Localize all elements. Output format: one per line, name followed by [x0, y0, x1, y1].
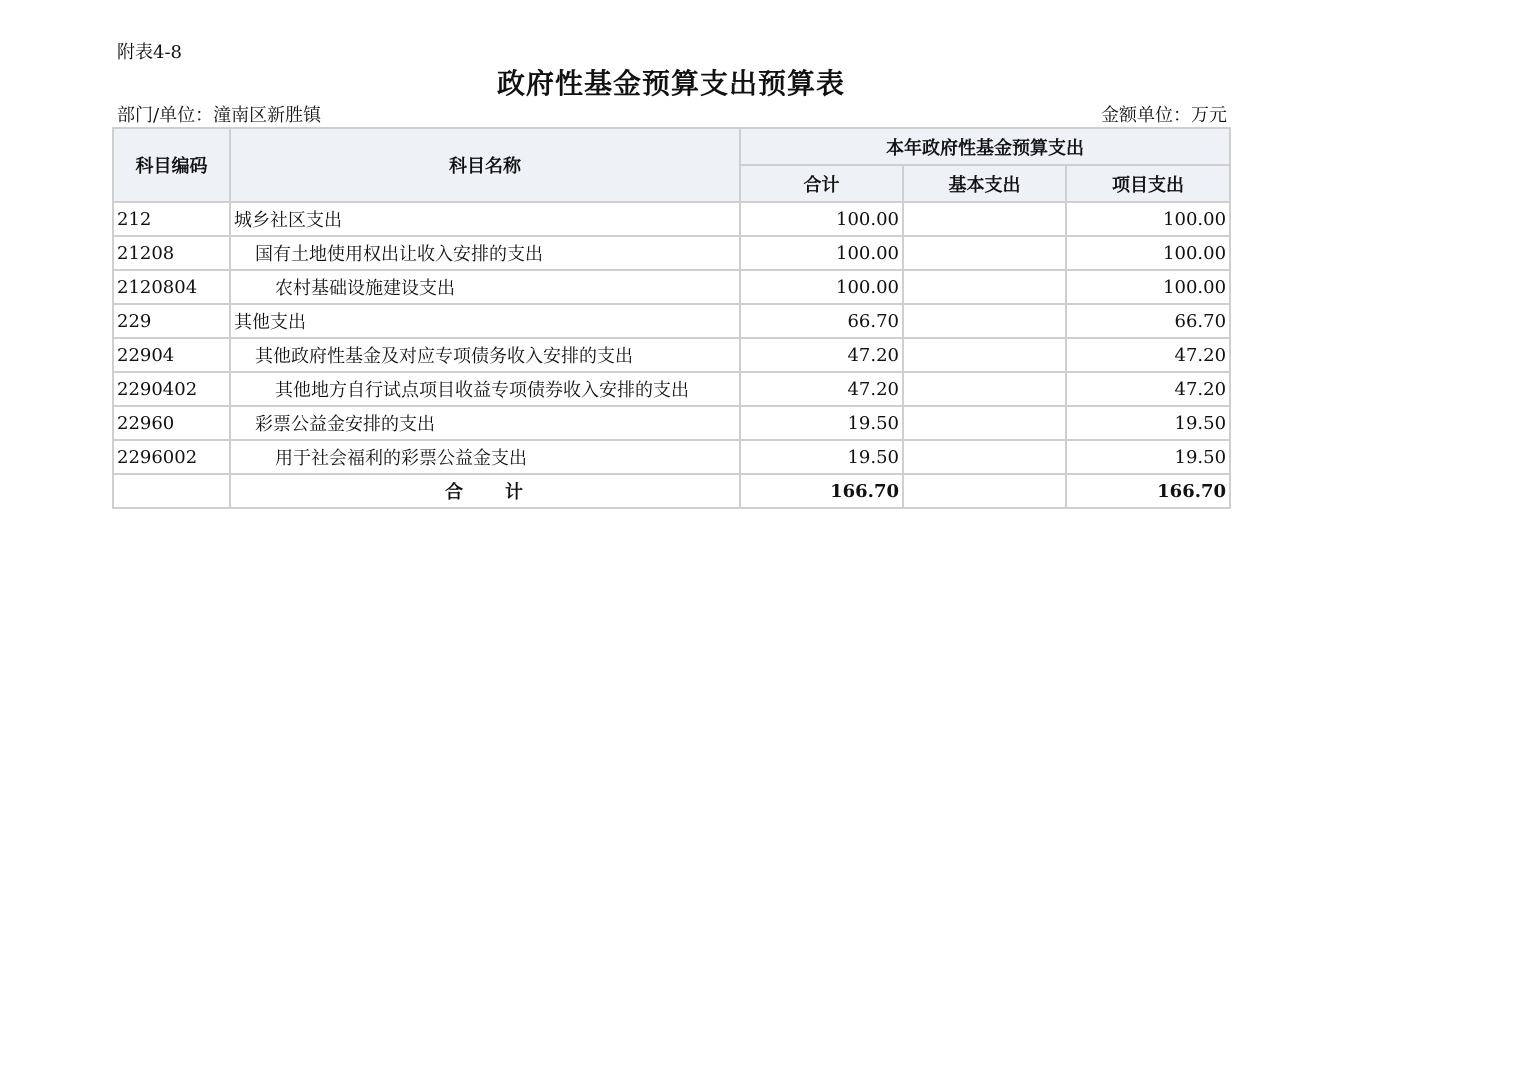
row-project: 100.00 [1066, 270, 1230, 304]
header-project: 项目支出 [1066, 165, 1230, 202]
table-row [113, 202, 1230, 236]
row-basic [903, 270, 1066, 304]
row-total: 66.70 [740, 304, 903, 338]
table-row [113, 440, 1230, 474]
row-total: 100.00 [740, 202, 903, 236]
row-total: 47.20 [740, 372, 903, 406]
row-code: 2290402 [113, 372, 230, 406]
row-total: 100.00 [740, 270, 903, 304]
row-project: 100.00 [1066, 236, 1230, 270]
row-basic [903, 440, 1066, 474]
row-code: 21208 [113, 236, 230, 270]
table-row [113, 304, 1230, 338]
row-code: 2120804 [113, 270, 230, 304]
header-code: 科目编码 [113, 128, 230, 202]
row-basic [903, 236, 1066, 270]
row-basic [903, 338, 1066, 372]
amount-unit-label: 金额单位：万元 [1101, 105, 1227, 126]
table-row [113, 406, 1230, 440]
row-code: 2296002 [113, 440, 230, 474]
department-label: 部门/单位：潼南区新胜镇 [117, 105, 322, 126]
row-name: 其他政府性基金及对应专项债务收入安排的支出 [230, 338, 740, 372]
row-name: 彩票公益金安排的支出 [230, 406, 740, 440]
row-code: 22960 [113, 406, 230, 440]
row-basic [903, 304, 1066, 338]
table-body [113, 202, 1230, 474]
header-name: 科目名称 [230, 128, 740, 202]
total-amount: 166.70 [740, 474, 903, 508]
budget-table [112, 127, 1231, 509]
header-basic: 基本支出 [903, 165, 1066, 202]
total-code-cell [113, 474, 230, 508]
row-project: 47.20 [1066, 338, 1230, 372]
row-code: 212 [113, 202, 230, 236]
row-total: 19.50 [740, 440, 903, 474]
table-row [113, 270, 1230, 304]
header-group: 本年政府性基金预算支出 [740, 128, 1230, 165]
row-name: 城乡社区支出 [230, 202, 740, 236]
table-header [113, 128, 1230, 202]
total-project: 166.70 [1066, 474, 1230, 508]
row-name: 其他地方自行试点项目收益专项债券收入安排的支出 [230, 372, 740, 406]
row-code: 22904 [113, 338, 230, 372]
total-basic [903, 474, 1066, 508]
row-project: 66.70 [1066, 304, 1230, 338]
row-total: 100.00 [740, 236, 903, 270]
row-project: 47.20 [1066, 372, 1230, 406]
table-footer [113, 474, 1230, 508]
total-label: 合 计 [230, 474, 740, 508]
row-basic [903, 372, 1066, 406]
table-row [113, 236, 1230, 270]
row-total: 19.50 [740, 406, 903, 440]
row-name: 农村基础设施建设支出 [230, 270, 740, 304]
row-code: 229 [113, 304, 230, 338]
page-title: 政府性基金预算支出预算表 [496, 67, 845, 100]
row-basic [903, 202, 1066, 236]
header-row-1 [113, 128, 1230, 165]
row-project: 19.50 [1066, 440, 1230, 474]
row-total: 47.20 [740, 338, 903, 372]
total-row [113, 474, 1230, 508]
appendix-label: 附表4-8 [117, 42, 182, 63]
row-project: 19.50 [1066, 406, 1230, 440]
table-row [113, 372, 1230, 406]
row-project: 100.00 [1066, 202, 1230, 236]
row-name: 其他支出 [230, 304, 740, 338]
header-total: 合计 [740, 165, 903, 202]
row-name: 国有土地使用权出让收入安排的支出 [230, 236, 740, 270]
table-row [113, 338, 1230, 372]
row-basic [903, 406, 1066, 440]
row-name: 用于社会福利的彩票公益金支出 [230, 440, 740, 474]
